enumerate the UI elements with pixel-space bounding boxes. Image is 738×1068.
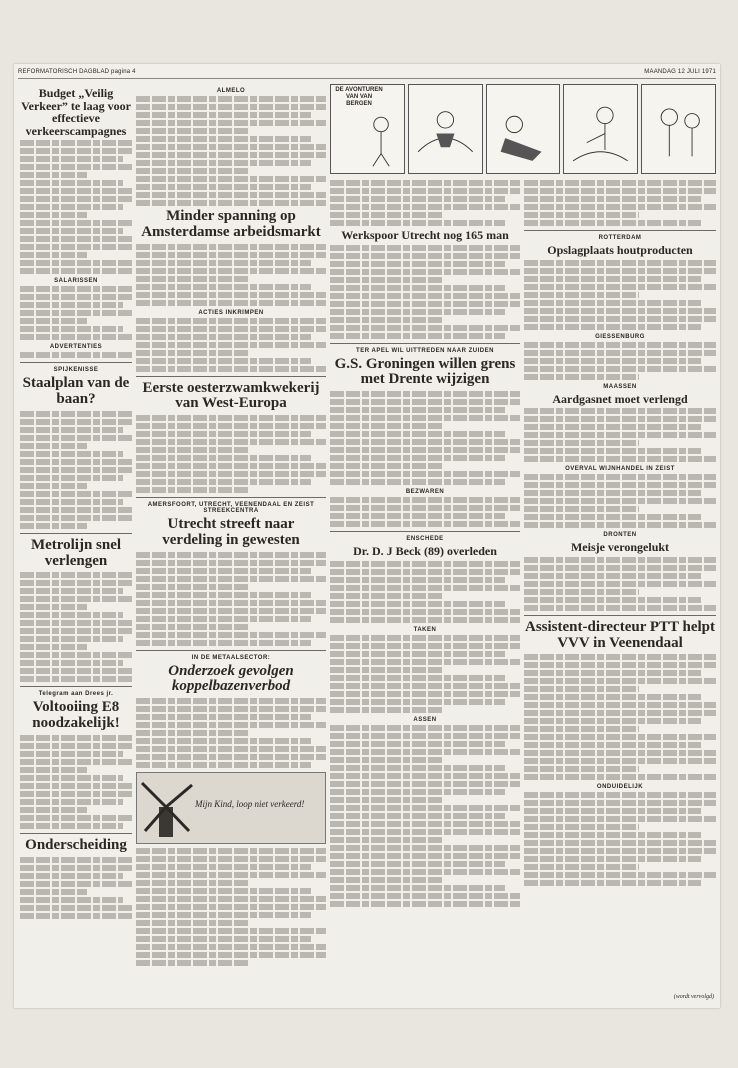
page-header	[18, 66, 716, 79]
comic-panel-4	[563, 84, 638, 174]
kicker-dronten: DRONTEN	[603, 532, 637, 539]
kicker-almelo: ALMELO	[216, 88, 246, 94]
headline-voltooiing: Voltooiing E8 noodzakelijk!	[32, 699, 120, 732]
comic-strip	[330, 84, 716, 174]
comic-panel-3	[486, 84, 561, 174]
kicker-amersfoort: AMERSFOORT, UTRECHT, VEENENDAAL EN ZEIST STREEKCENTRA	[147, 502, 315, 514]
subheading-acties: ACTIES INKRIMPEN	[198, 309, 264, 316]
comic-panel-title	[330, 84, 405, 174]
subheading-advertenties: ADVERTENTIES	[49, 344, 103, 351]
kicker-spijkenisse: SPIJKENISSE	[53, 367, 99, 374]
headline-onderscheiding: Onderscheiding	[25, 836, 127, 853]
subheading-assen: ASSEN	[413, 716, 437, 723]
headline-koppelbazen: Onderzoek gevolgen koppelbazenverbod	[168, 662, 294, 695]
headline-meisje: Meisje verongelukt	[570, 540, 670, 555]
headline-opslagplaats: Opslagplaats houtproducten	[547, 243, 693, 257]
continued-note: (wordt vervolgd)	[673, 994, 714, 1000]
subheading-salarissen: SALARISSEN	[54, 278, 98, 285]
comic-title: DE AVONTUREN VAN VAN BERGEN	[335, 87, 383, 108]
column-1	[20, 84, 132, 921]
newspaper-page	[14, 64, 720, 1008]
headline-utrecht: Utrecht streeft naar verdeling in gewesten	[162, 516, 300, 548]
subheading-giessenburg: GIESSENBURG	[595, 333, 645, 340]
headline-budget: Budget „Veilig Verkeer” te laag voor effectieve verkeerscampagnes	[21, 86, 131, 138]
kicker-rotterdam: ROTTERDAM	[598, 235, 642, 241]
paper-title: REFORMATORISCH DAGBLAD pagina 4	[18, 69, 136, 75]
headline-groningen: G.S. Groningen willen grens met Drente wijzigen	[334, 355, 516, 388]
comic-panel-5	[641, 84, 716, 174]
headline-ptt: Assistent-directeur PTT helpt VVV in Veenendaal	[525, 618, 715, 651]
headline-metrolijn: Metrolijn snel verlengen	[30, 536, 122, 569]
headline-arbeidsmarkt: Minder spanning op Amsterdamse arbeidsmarkt	[141, 208, 321, 240]
subheading-bezwaren: BEZWAREN	[405, 489, 445, 496]
column-3	[330, 178, 520, 909]
page-date: MAANDAG 12 JULI 1971	[644, 69, 716, 75]
headline-werkspoor: Werkspoor Utrecht nog 165 man	[341, 228, 509, 242]
headline-staalplan: Staalplan van de baan?	[22, 375, 130, 408]
kicker-ter-apel: TER APEL WIL UITTREDEN NAAR ZUIDEN	[356, 347, 494, 354]
kicker-enschede: ENSCHEDE	[406, 536, 444, 543]
kicker-maassen: MAASSEN	[603, 383, 637, 390]
windmill-photo	[136, 772, 326, 844]
subheading-overval: OVERVAL WIJNHANDEL IN ZEIST	[565, 466, 675, 473]
windmill-icon	[137, 773, 197, 841]
headline-beck: Dr. D. J Beck (89) overleden	[353, 544, 497, 559]
headline-oesterzwam: Eerste oesterzwamkwekerij van West-Europa	[142, 379, 320, 412]
photo-caption: Mijn Kind, loop niet verkeerd!	[195, 799, 305, 809]
column-4	[524, 178, 716, 888]
kicker-metaalsector: IN DE METAALSECTOR:	[191, 654, 271, 661]
kicker-telegram: Telegram aan Drees jr.	[38, 691, 114, 698]
comic-panel-2	[408, 84, 483, 174]
headline-aardgasnet: Aardgasnet moet verlengd	[552, 391, 688, 406]
article-body	[20, 140, 132, 274]
subheading-taken: TAKEN	[413, 626, 437, 633]
subheading-onduidelijk: ONDUIDELIJK	[596, 784, 644, 791]
column-2	[136, 84, 326, 968]
